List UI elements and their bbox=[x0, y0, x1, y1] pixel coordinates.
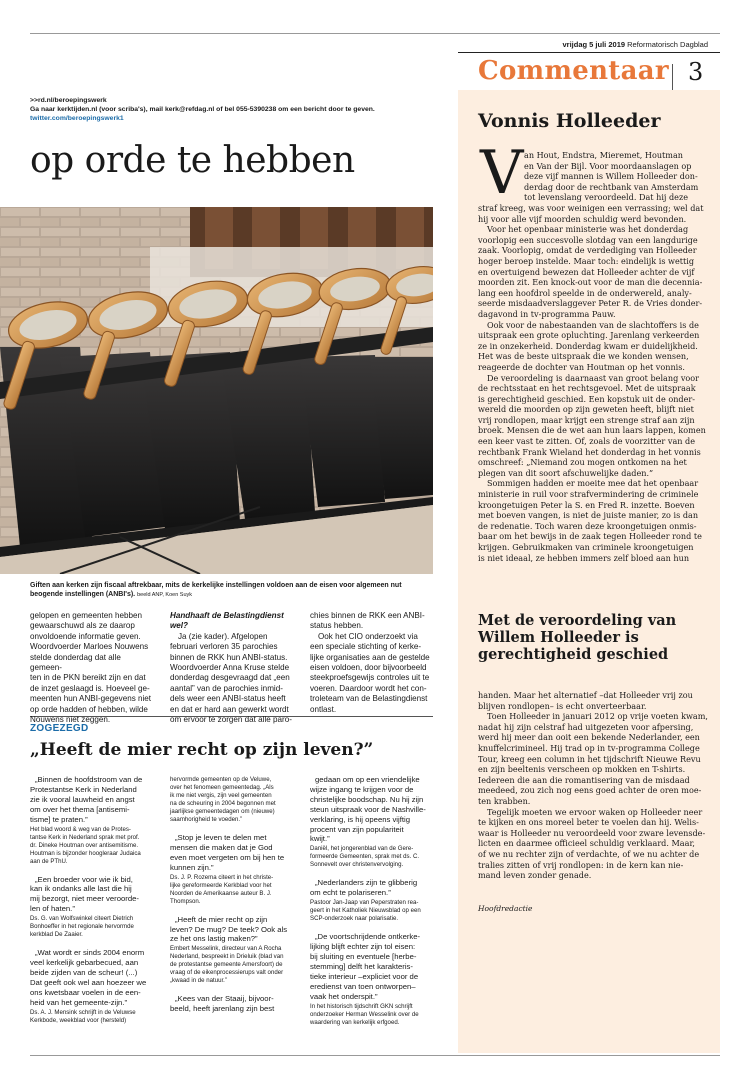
text-line: onderzoeker Herman Wesselink over de bbox=[310, 1010, 419, 1018]
text-line: „Binnen de hoofdstroom van de bbox=[35, 775, 143, 784]
quote-source bbox=[170, 874, 295, 906]
quotes-column-3 bbox=[310, 775, 435, 1036]
text-line: kwijt.” bbox=[310, 834, 330, 844]
text-line: stelde donderdag dat alle gemeen- bbox=[30, 652, 121, 673]
text-line: heid van het gemeente-zijn.” bbox=[30, 997, 128, 1007]
commentary-title: Vonnis Holleeder bbox=[478, 110, 661, 132]
text-line: ministerie in ruil voor strafvermindering de criminele bbox=[478, 489, 699, 500]
text-line: eisen voldoen, door bijvoorbeeld bbox=[310, 663, 427, 673]
text-line: ten in de PKN bereikt zijn en dat bbox=[30, 673, 146, 683]
text-line: Ja (zie kader). Afgelopen bbox=[178, 631, 268, 641]
paragraph bbox=[478, 320, 708, 373]
photo-credit: beeld ANP, Koen Suyk bbox=[137, 592, 193, 598]
text-line: wijze ingang te krijgen voor de bbox=[310, 784, 414, 794]
commentary-body-continued bbox=[478, 690, 708, 881]
text-line: gedaan om op een vriendelijke bbox=[315, 775, 420, 784]
text-line: bij sluiting en eventuele [herbe- bbox=[310, 951, 417, 961]
text-line: een keer vast te zitten. Of, zoals de voorzitter van de bbox=[478, 436, 696, 447]
quote-text bbox=[170, 915, 295, 945]
quote-source bbox=[30, 826, 155, 866]
text-line: donderdag desgevraagd dat „een bbox=[170, 673, 290, 683]
text-line: Protestantse Kerk in Nederland bbox=[30, 784, 137, 794]
text-line: is gerechtigheid geschied. Een kopstuk uit de onder- bbox=[478, 393, 696, 404]
text-line: lijke organisaties aan de gestelde bbox=[310, 652, 430, 662]
text-line: Dat geeft ook wel aan hoezeer we bbox=[30, 977, 147, 987]
quote-block bbox=[170, 833, 295, 906]
text-line: „De voortschrijdende ontkerke- bbox=[315, 932, 421, 942]
text-line: Pastoor Jan-Jaap van Peperstraten rea- bbox=[310, 899, 419, 907]
quote-text bbox=[30, 948, 155, 1007]
quote-source bbox=[30, 915, 155, 939]
collection-bags-photo bbox=[0, 207, 433, 574]
text-line: beide zijden van de scheur! (...) bbox=[30, 967, 138, 977]
text-line: dels weer een ANBI-status heeft bbox=[170, 694, 286, 704]
article-column-1 bbox=[30, 611, 155, 725]
paragraph bbox=[478, 807, 708, 881]
text-line: reageerde de dochter van Houtman op het vonnis. bbox=[478, 361, 685, 372]
quote-block bbox=[30, 948, 155, 1024]
text-line: handen. Maar het alternatief –dat Holleeder vrij zou bbox=[478, 690, 693, 700]
text-line: Thompson. bbox=[170, 897, 201, 905]
quote-block bbox=[170, 776, 295, 824]
text-line: Het blad woord & weg van de Protes- bbox=[30, 825, 131, 833]
quote-source bbox=[170, 945, 295, 985]
quotes-column-2 bbox=[170, 775, 295, 1023]
text-line: om ervoor te zorgen dat alle paro- bbox=[170, 715, 292, 725]
text-line: „kwaad in de natuur.” bbox=[170, 977, 227, 985]
text-line: kunnen zijn.” bbox=[170, 862, 214, 872]
commentary-opening bbox=[524, 150, 710, 203]
quote-text bbox=[310, 932, 435, 1001]
text-line: hoger beroep instelde. Maar toch: eindelijk is wettig bbox=[478, 255, 695, 266]
text-line: voorlopig een succesvolle slotdag van een langdurige bbox=[478, 234, 698, 245]
text-line: formeerde Gemeenten, sprak met ds. C. bbox=[310, 853, 420, 861]
text-line: hij voor alle vijf moorden schuldig werd bevonden. bbox=[478, 213, 687, 224]
text-line: Kerkbode, weekblad voor (hersteld) bbox=[30, 1016, 127, 1024]
text-line: len of haten.” bbox=[30, 904, 75, 914]
text-line: lang een hoofdrol speelde in de onderwereld, analy- bbox=[478, 287, 692, 298]
text-line: Tour, kreeg een column in het tijdschrift Nieuwe Revu bbox=[478, 753, 701, 764]
quote-source bbox=[30, 1009, 155, 1025]
quote-text bbox=[310, 775, 435, 844]
text-line: geert in het Katholiek Nieuwsblad op een bbox=[310, 907, 421, 915]
photo-image bbox=[0, 207, 433, 574]
text-line: veel kerkelijk gebarbecued, aan bbox=[30, 958, 139, 968]
quotes-column-1 bbox=[30, 775, 155, 1034]
text-line: Nederland, bespreekt in Drieluik (blad van bbox=[170, 953, 284, 961]
text-line: ontlast. bbox=[310, 704, 337, 714]
text-line: vrij rondlopen, maar krijgt een strenge straf aan zijn bbox=[478, 414, 695, 425]
text-line: tantse Kerk in Nederland sprak met prof. bbox=[30, 833, 140, 841]
text-line: broek. Mensen die de wet aan hun laars lappen, komen bbox=[478, 425, 706, 436]
text-line: met boeven vangen, is niet de juiste manier, zo is dan bbox=[478, 510, 699, 521]
bottom-rule bbox=[30, 1055, 720, 1056]
text-line: Sonnevelt over christenvervolging. bbox=[310, 861, 404, 869]
text-line: steekproefsgewijs controles uit te bbox=[310, 673, 430, 683]
text-line: te kijken en ons moreel beter te voelen dan hij. Welis- bbox=[478, 817, 699, 828]
text-line: onvoldoende informatie geven. bbox=[30, 631, 141, 641]
quote-block bbox=[30, 775, 155, 866]
quote-source bbox=[310, 1003, 435, 1027]
text-line: kerkblad De Zaaier. bbox=[30, 931, 83, 939]
text-line: februari verloren 35 parochies bbox=[170, 642, 278, 652]
paragraph bbox=[478, 224, 708, 319]
signature: Hoofdredactie bbox=[478, 904, 533, 913]
text-line: „Stop je leven te delen met bbox=[175, 833, 267, 842]
article-column-3 bbox=[310, 611, 435, 715]
text-line: Nouwens niet zeggen. bbox=[30, 715, 111, 725]
text-line: de rechtsstaat en het rechtsgevoel. Met de uitspraak bbox=[478, 383, 696, 394]
text-line: Iedereen die aan die romantisering van de misdaad bbox=[478, 774, 690, 785]
quote-text bbox=[170, 994, 295, 1014]
text-line: knuffelcrimineel. Hij trad op in tv-programma College bbox=[478, 742, 700, 753]
quote-block bbox=[310, 878, 435, 923]
paragraph bbox=[478, 711, 708, 806]
text-line: In het historisch tijdschrift GKN schrijft bbox=[310, 1002, 413, 1010]
text-line: vraag of de eikenprocessierups valt onder bbox=[170, 969, 284, 977]
text-line: en zijn beeltenis verscheen op mokken en T-shirts. bbox=[478, 764, 686, 775]
text-line: chies binnen de RKK een ANBI- bbox=[310, 611, 425, 620]
text-line: waardering van kerkelijk erfgoed. bbox=[310, 1018, 400, 1026]
quote-block bbox=[170, 915, 295, 986]
text-line: Bonhoeffer in het regionale hervormde bbox=[30, 923, 134, 931]
text-line: over het fenomeen gemeentedag. „Als bbox=[170, 784, 274, 791]
text-line: is niet ideaal, ze hebben immers zelf bloed aan hun bbox=[478, 552, 690, 563]
text-line: tisme] te praten.” bbox=[30, 814, 88, 824]
text-line: „Wat wordt er sinds 2004 enorm bbox=[35, 948, 145, 958]
text-line: eredienst van toen ontworpen– bbox=[310, 981, 416, 991]
text-line: jaarlijkse gemeentedagen om (nieuwe) bbox=[170, 808, 275, 815]
text-line: ons kwetsbaar voelen in de een- bbox=[30, 987, 141, 997]
text-line: leven? De mug? De teek? Ook als bbox=[170, 924, 288, 934]
text-line: Ds. A. J. Mensink schrijft in de Veluwse bbox=[30, 1008, 136, 1016]
quote-block bbox=[170, 994, 295, 1014]
text-line: meedeed, zou zich nog eens goed achter de oren moe- bbox=[478, 785, 702, 796]
caption-text: Giften aan kerken zijn fiscaal aftrekbaar, mits de kerkelijke instellingen voldoen aan de eisen voor algemeen nut beogende instellingen (ANBI's). bbox=[30, 582, 402, 598]
text-line: status hebben. bbox=[310, 621, 364, 631]
text-line: moorden zit. Een knock-out voor de man die decennia- bbox=[478, 277, 703, 288]
text-line: zaak. Voorlopig, omdat de verdediging van Holleeder bbox=[478, 245, 697, 256]
text-line: ze het ons lastig maken?” bbox=[170, 934, 258, 944]
masthead-rule bbox=[458, 52, 720, 53]
text-line: Toen Holleeder in januari 2012 op vrije voeten kwam, bbox=[487, 711, 708, 722]
text-line: tot levenslang veroordeeld. Dat hij deze bbox=[524, 192, 689, 203]
text-line: beeld, heeft jarenlang zijn best bbox=[170, 1004, 275, 1014]
text-line: Ook het CIO onderzoekt via bbox=[318, 631, 418, 641]
zogezegd-title: „Heeft de mier recht op zijn leven?” bbox=[30, 740, 374, 760]
text-line: Sommigen hadden er moeite mee dat het openbaar bbox=[487, 478, 699, 489]
text-line: lijking blijft echter zijn tol eisen: bbox=[310, 942, 416, 952]
text-line: de protestantse gemeente Amersfoort) de bbox=[170, 961, 283, 969]
text-line: straf kreeg, was voor weinigen een verrassing; wel dat bbox=[478, 203, 704, 213]
article-column-2-body bbox=[170, 632, 295, 726]
quote-block bbox=[310, 775, 435, 869]
photo-caption bbox=[30, 581, 430, 600]
text-line: baar om het bewijs in de zaak tegen Holleeder rond te bbox=[478, 531, 702, 542]
text-line: en dat er hard aan gewerkt wordt bbox=[170, 704, 289, 714]
text-line: christelijke boodschap. Nu hij zijn bbox=[310, 794, 424, 804]
text-line: ten krabben. bbox=[478, 795, 531, 806]
info-link[interactable]: >>rd.nl/beroepingswerk bbox=[30, 97, 107, 104]
top-rule bbox=[30, 33, 720, 34]
quote-block bbox=[310, 932, 435, 1026]
text-line: ze in onzekerheid. Donderdag kwam er duidelijkheid. bbox=[478, 340, 698, 351]
text-line: werd hij meer dan ooit een bekende Nederlander, een bbox=[478, 732, 700, 743]
text-line: rechtbank Frank Wieland het donderdag in het vonnis bbox=[478, 446, 701, 457]
text-line: dr. Dineke Houtman over antisemitisme. bbox=[30, 841, 139, 849]
text-line: en overtuigend bewezen dat Holleeder achter de vijf bbox=[478, 266, 695, 277]
text-line: Voor het openbaar ministerie was het donderdag bbox=[487, 224, 689, 235]
text-line: „Heeft de mier recht op zijn bbox=[175, 914, 268, 924]
text-line: waar is Holleeder nu veroordeeld voor zware levensde- bbox=[478, 827, 706, 838]
drop-cap: V bbox=[480, 138, 524, 208]
quote-source bbox=[310, 845, 435, 869]
text-line: Woordvoerder Marloes Nouwens bbox=[30, 642, 149, 652]
commentary-body bbox=[478, 203, 708, 563]
text-line: Tegelijk moeten we ervoor waken op Holleeder neer bbox=[487, 806, 703, 817]
text-line: kan ik ondanks alle last die hij bbox=[30, 884, 132, 894]
text-line: omschreef: „Niemand zou mogen ontkomen na het bbox=[478, 457, 687, 468]
text-line: troleteam van de Belastingdienst bbox=[310, 694, 428, 704]
text-line: hervormde gemeenten op de Veluwe, bbox=[170, 776, 272, 783]
text-line: Noorden de Amerikaanse auteur B. J. bbox=[170, 889, 272, 897]
text-line: verklaring, is hij opeens vijftig bbox=[310, 814, 410, 824]
text-line: en Van der Bijl. Voor moordaanslagen op bbox=[524, 160, 692, 171]
text-line: uitspraak een grote opluchting. Jarenlang verkeerden bbox=[478, 330, 700, 341]
text-line: om echt te polariseren.” bbox=[310, 888, 391, 898]
page-number: 3 bbox=[688, 58, 704, 86]
text-line: „Een broeder voor wie ik bid, bbox=[35, 874, 133, 884]
text-line: lijke gereformeerde Kerkblad voor het bbox=[170, 881, 272, 889]
quote-block bbox=[30, 875, 155, 940]
issue-date: vrijdag 5 juli 2019 bbox=[562, 40, 626, 49]
text-line: procent van zijn populariteit bbox=[310, 824, 404, 834]
text-line: licten en daarmee officieel schuldig verklaard. Maar, bbox=[478, 838, 696, 849]
text-line: mand leven zonder genade. bbox=[478, 870, 592, 881]
text-line: nadat hij zijn celstraf had uitgezeten voor afpersing, bbox=[478, 721, 694, 732]
article-column-2 bbox=[170, 611, 295, 725]
quote-text bbox=[30, 875, 155, 915]
text-line: aan de PThU. bbox=[30, 857, 68, 865]
zogezegd-label: ZOGEZEGD bbox=[30, 723, 89, 734]
column-subheading: Handhaaft de Belastingdienst wel? bbox=[170, 611, 284, 631]
text-line: Daniël, het jongerenblad van de Gere- bbox=[310, 845, 414, 853]
text-line: vaak het onderspit.” bbox=[310, 991, 378, 1001]
page-separator bbox=[672, 64, 673, 90]
text-line: gewaarschuwd als ze daarop bbox=[30, 621, 135, 631]
quote-source bbox=[170, 776, 295, 824]
paragraph bbox=[478, 203, 708, 224]
text-line: „Kees van der Staaij, bijvoor- bbox=[175, 994, 274, 1004]
text-line: dagavond in tv-programma Pauw. bbox=[478, 308, 616, 319]
text-line: „Nederlanders zijn te glibberig bbox=[315, 878, 418, 888]
quote-text bbox=[310, 878, 435, 898]
text-line: tieke interieur –expliciet voor de bbox=[310, 971, 419, 981]
text-line: na de scheuring in 2004 begonnen met bbox=[170, 800, 276, 807]
paragraph bbox=[478, 690, 708, 711]
text-line: meenten hun ANBI-gegevens niet bbox=[30, 694, 152, 704]
text-line: Embert Messelink, directeur van A Rocha bbox=[170, 945, 282, 953]
text-line: kroongetuigen Peter la S. en Fred R. inzette. Boeven bbox=[478, 499, 695, 510]
text-line: Ds. J. P. Rozema citeert in het christe- bbox=[170, 873, 274, 881]
text-line: saamhorigheid te voeden.” bbox=[170, 816, 243, 823]
quote-text bbox=[30, 775, 155, 825]
date-line bbox=[563, 40, 709, 49]
paragraph bbox=[478, 478, 708, 563]
text-line: even moet vergeten om bij hen te bbox=[170, 852, 285, 862]
contact-info bbox=[30, 96, 375, 123]
text-line: mensen die maken dat je God bbox=[170, 842, 273, 852]
text-line: mij bezorgt, niet meer veroorde- bbox=[30, 894, 139, 904]
text-line: Ds. G. van Wolfswinkel citeert Dietrich bbox=[30, 915, 134, 923]
text-line: Woordvoerder Anna Kruse stelde bbox=[170, 663, 290, 673]
text-line: deze vijf mannen is Willem Holleeder don- bbox=[524, 171, 698, 182]
text-line: de inzet geslaagd is. Hoeveel ge- bbox=[30, 683, 150, 693]
text-line: een speciale stichting of kerke- bbox=[310, 642, 422, 652]
text-line: aantal” van de parochies inmid- bbox=[170, 683, 283, 693]
text-line: de redenatie. Toch waren deze kroongetuigen onmis- bbox=[478, 520, 697, 531]
text-line: an Hout, Endstra, Mieremet, Houtman bbox=[524, 150, 683, 160]
text-line: binnen de RKK hun ANBI-status. bbox=[170, 652, 288, 662]
text-line: zie ik vooral lauwheid en angst bbox=[30, 794, 135, 804]
quote-text bbox=[170, 833, 295, 873]
text-line: plegen van dit soort afschuwelijke daden.” bbox=[478, 467, 654, 478]
text-line: om over het thema [antisemi- bbox=[30, 804, 130, 814]
text-line: op orde hadden of hebben, wilde bbox=[30, 704, 148, 714]
text-line: krijgen. Gebruikmaken van criminele kroongetuigen bbox=[478, 542, 694, 552]
text-line: Het was de beste uitspraak die we konden wensen, bbox=[478, 351, 689, 362]
text-line: voeren. Daardoor wordt het con- bbox=[310, 683, 427, 693]
article-headline: op orde te hebben bbox=[30, 140, 355, 181]
text-line: steun uitspraak voor de Nashville- bbox=[310, 804, 426, 814]
paper-name: Reformatorisch Dagblad bbox=[627, 40, 708, 49]
info-contact: Ga naar kerktijden.nl (voor scriba's), mail kerk@refdag.nl of bel 055-5390238 om een bericht door te geven. bbox=[30, 106, 375, 113]
text-line: tralies zitten of vrij rondlopen: in de kern kan nie- bbox=[478, 859, 684, 870]
quote-source bbox=[310, 899, 435, 923]
text-line: seerde misdaadverslaggever Peter R. de Vries donder- bbox=[478, 298, 703, 309]
text-line: SCP-onderzoek naar polarisatie. bbox=[310, 915, 399, 923]
info-twitter[interactable]: twitter.com/beroepingswerk1 bbox=[30, 115, 124, 122]
text-line: ik me niet vergis, zijn veel gemeenten bbox=[170, 792, 272, 799]
section-title: Commentaar bbox=[478, 56, 669, 86]
paragraph bbox=[478, 373, 708, 479]
text-line: Ook voor de nabestaanden van de slachtoffers is de bbox=[487, 319, 699, 330]
text-line: De veroordeling is daarnaast van groot belang voor bbox=[487, 372, 700, 383]
text-line: wereld die moorden op zijn geweten heeft, blijft niet bbox=[478, 404, 694, 415]
text-line: of we nu rechter zijn of verdachte, of we nu achter de bbox=[478, 848, 700, 859]
text-line: blijven rondlopen– is echt onverteerbaar. bbox=[478, 700, 647, 711]
text-line: derdag door de rechtbank van Amsterdam bbox=[524, 181, 699, 192]
text-line: gelopen en gemeenten hebben bbox=[30, 611, 143, 620]
text-line: stemming] delft het karakteris- bbox=[310, 961, 413, 971]
pull-quote: Met de veroordeling van Willem Holleeder is gerechtigheid geschied bbox=[478, 612, 677, 663]
text-line: Houtman is bijzonder hoogleraar Judaica bbox=[30, 849, 141, 857]
